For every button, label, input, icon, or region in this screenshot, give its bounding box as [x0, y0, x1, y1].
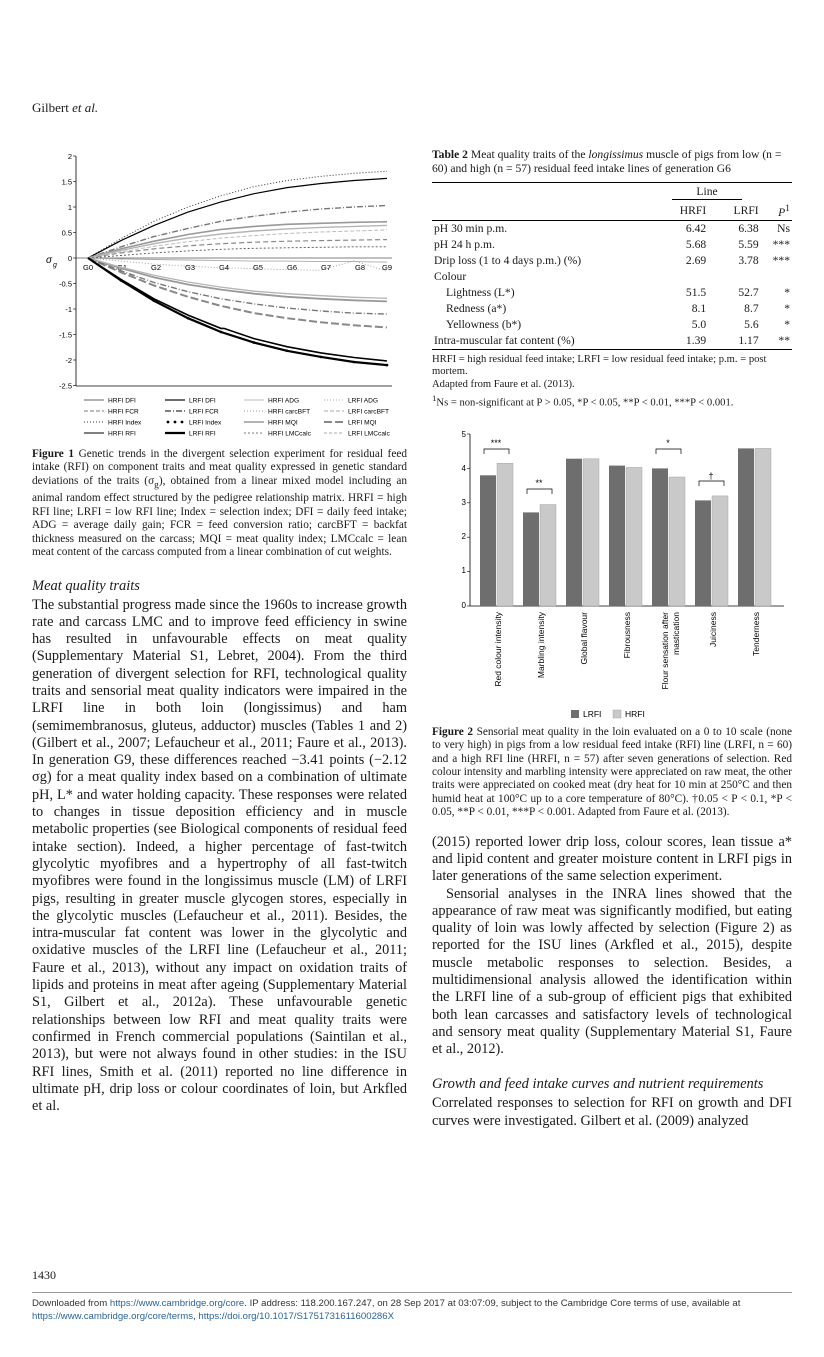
svg-text:G0: G0 [82, 263, 94, 272]
svg-text:LRFI LMCcalc: LRFI LMCcalc [348, 430, 390, 438]
table-2-group-header: Line [672, 185, 741, 200]
footer-line1-post: . IP address: 118.200.167.247, on 28 Sep 2017 at 03:07:09, subject to the Cambridge Core terms of use, available at [244, 1298, 741, 1309]
svg-text:G5: G5 [252, 263, 264, 272]
table-row [432, 317, 792, 333]
svg-text:HRFI LMCcalc: HRFI LMCcalc [268, 430, 311, 438]
svg-text:Fibrousness: Fibrousness [622, 611, 632, 659]
table-2-cell-hrfi: 6.42 [685, 222, 707, 236]
svg-text:G2: G2 [150, 263, 162, 272]
table-2-cell-p: * [784, 286, 790, 300]
figure-1-caption-sub: g [154, 480, 159, 491]
figure-1-label: Figure 1 [32, 448, 75, 460]
page-number: 1430 [32, 1268, 56, 1282]
footer-link-doi[interactable]: https://doi.org/10.1017/S1751731611600286X [198, 1310, 394, 1322]
running-head [32, 100, 98, 116]
table-2-caption-text2: muscle of pigs from low (n = 60) and high (n = 57) residual feed intake lines of generation G6 [432, 148, 782, 175]
table-2-note-3: $^1$Ns = non-significant at P > 0.05, *P < 0.05, **P < 0.01, ***P < 0.001. [432, 392, 734, 409]
svg-text:HRFI: HRFI [625, 708, 645, 719]
svg-text:-1: -1 [65, 305, 72, 314]
table-2-cell-hrfi: 5.68 [685, 238, 707, 252]
table-2-cell-p: ** [778, 334, 790, 348]
table-2-row-label: pH 30 min p.m. [434, 222, 508, 236]
svg-text:σ: σ [46, 255, 53, 266]
svg-text:1.5: 1.5 [61, 177, 72, 187]
table-2-col-p: $P^1$ [778, 202, 790, 219]
svg-text:LRFI DFI: LRFI DFI [189, 397, 216, 405]
table-2-cell-lrfi: 5.59 [738, 238, 759, 252]
table-2-cell-hrfi: 8.1 [691, 302, 707, 316]
table-2-row-label: Drip loss (1 to 4 days p.m.) (%) [434, 254, 582, 268]
table-2-row-label: Lightness (L*) [446, 286, 515, 300]
table-2-row-label: Redness (a*) [446, 302, 507, 316]
table-2-note-1: HRFI = high residual feed intake; LRFI = low residual feed intake; p.m. = post mortem. [432, 353, 767, 378]
svg-text:5: 5 [461, 429, 466, 439]
svg-text:-1.5: -1.5 [59, 330, 72, 340]
svg-text:g: g [53, 262, 57, 269]
table-2-row-label: pH 24 h p.m. [434, 238, 495, 252]
svg-text:Flour sensation after: Flour sensation after [660, 611, 670, 690]
table-2-col-0 [432, 201, 653, 220]
table-row [432, 333, 792, 350]
svg-text:G8: G8 [354, 263, 366, 272]
section-title-meat-quality: Meat quality traits [32, 577, 140, 594]
footer-link-terms[interactable]: https://www.cambridge.org/core/terms [32, 1310, 194, 1322]
svg-text:HRFI carcBFT: HRFI carcBFT [268, 408, 311, 416]
table-2-cell-lrfi: 5.6 [744, 318, 759, 332]
svg-text:*: * [666, 437, 670, 448]
table-2-label: Table 2 [432, 148, 468, 161]
table-2-caption-italic: longissimus [588, 148, 644, 161]
table-2 [432, 182, 792, 350]
figure-1 [32, 148, 407, 438]
table-2-cell-lrfi: 8.7 [744, 302, 759, 316]
svg-text:G3: G3 [184, 263, 196, 272]
table-2-cell-lrfi: 52.7 [738, 286, 759, 300]
svg-text:3: 3 [461, 497, 466, 507]
table-2-row-label: Colour [434, 270, 467, 284]
right-column-paragraph-3: Correlated responses to selection for RFI on growth and DFI curves were investigated. Gilbert et al. (2009) analyzed [432, 1095, 792, 1129]
table-row [432, 285, 792, 301]
right-column-paragraph-2: Sensorial analyses in the INRA lines showed that the appearance of raw meat was significantly modified, but eating quality of loin was lowly affected by selection (Figure 2) as reported for the ISU lines (Arkfled et al., 2015), despite muscle metabolic responses to selection. Besides, a multidimensional analysis allowed the identification within the LRFI line of a sub-group of efficient pigs that exhibited both lean carcasses and satisfactory levels of technological and sensory meat quality (Supplementary Material S1, Faure et al., 2012). [432, 885, 792, 1058]
svg-text:HRFI DFI: HRFI DFI [108, 397, 136, 405]
table-2-row-label: Yellowness (b*) [446, 318, 522, 332]
svg-text:Marbling intensity: Marbling intensity [536, 611, 546, 678]
svg-text:G1: G1 [116, 263, 128, 272]
table-2-blank-cell [432, 183, 653, 202]
svg-text:LRFI Index: LRFI Index [189, 419, 222, 427]
svg-text:HRFI FCR: HRFI FCR [108, 408, 139, 416]
footer-divider [32, 1292, 792, 1293]
svg-text:LRFI RFI: LRFI RFI [189, 430, 216, 438]
svg-text:***: *** [490, 437, 502, 448]
table-2-cell-p: * [784, 302, 790, 316]
figure-1-caption [32, 448, 407, 560]
svg-text:1: 1 [67, 203, 72, 212]
svg-text:LRFI FCR: LRFI FCR [189, 408, 219, 416]
table-2-cell-p: * [784, 318, 790, 332]
svg-text:LRFI: LRFI [583, 708, 602, 719]
svg-text:2: 2 [461, 531, 466, 541]
table-2-row-label: Intra-muscular fat content (%) [434, 334, 575, 348]
svg-text:HRFI Index: HRFI Index [108, 419, 142, 427]
figure-2-chart [432, 424, 792, 724]
table-row [432, 253, 792, 269]
table-row [432, 301, 792, 317]
figure-1-chart [32, 148, 407, 438]
table-2-cell-p: *** [772, 238, 790, 252]
svg-text:G7: G7 [320, 263, 332, 272]
svg-text:0.5: 0.5 [61, 228, 72, 238]
svg-text:Juiciness: Juiciness [708, 611, 718, 647]
running-head-etal: et al. [72, 100, 99, 115]
svg-text:LRFI carcBFT: LRFI carcBFT [348, 408, 390, 416]
svg-text:Global flavour: Global flavour [579, 611, 589, 665]
footer-sep: , [193, 1310, 199, 1322]
table-2-cell-hrfi: 1.39 [685, 334, 707, 348]
left-column [32, 148, 407, 1115]
table-2-cell-hrfi: 5.0 [691, 318, 707, 332]
table-2-col-lrfi: LRFI [733, 203, 759, 217]
svg-text:HRFI ADG: HRFI ADG [268, 397, 300, 405]
svg-text:†: † [708, 470, 714, 481]
table-row [432, 269, 792, 285]
figure-2-caption-text: Sensorial meat quality in the loin evaluated on a 0 to 10 scale (none to very high) in pigs from a low residual feed intake (RFI) line (LRFI, n = 60) and a high RFI line (HRFI, n = 57) after seven generations of selection. Red colour intensity and marbling intensity were appreciated on raw meat, the other traits were appreciated on cooked meat (dry heat for 10 min at 250°C and then humid heat at 100°C up to a core temperature of 80°C). †0.05 < P < 0.1, *P < 0.05, **P < 0.01, ***P < 0.001. Adapted from Faure et al. (2013). [432, 725, 792, 819]
table-2-cell-lrfi [708, 269, 760, 285]
svg-text:**: ** [535, 477, 543, 488]
figure-2 [432, 424, 792, 724]
svg-text:2: 2 [67, 152, 72, 161]
table-2-group-header-row [432, 183, 792, 202]
table-2-cell-p: *** [772, 254, 790, 268]
svg-text:LRFI MQI: LRFI MQI [348, 419, 377, 427]
table-2-col-hrfi: HRFI [679, 203, 707, 217]
figure-2-caption [432, 726, 792, 820]
footer [32, 1298, 802, 1323]
running-head-author: Gilbert [32, 100, 69, 115]
figure-2-label: Figure 2 [432, 725, 474, 738]
table-2-note-2: Adapted from Faure et al. (2013). [432, 379, 575, 391]
svg-text:4: 4 [461, 463, 466, 473]
table-2-cell-p: Ns [777, 222, 790, 236]
right-column [432, 148, 792, 1130]
table-2-cell-lrfi: 1.17 [738, 334, 759, 348]
table-row [432, 237, 792, 253]
svg-text:HRFI RFI: HRFI RFI [108, 430, 136, 438]
figure-1-caption-text2: ), obtained from a linear mixed model including an animal random effect structured by the pedigree relationship matrix. HRFI = high RFI line; LRFI = low RFI line; Index = selection index; DFI = daily feed intake; ADG = average daily gain; FCR = feed conversion ratio; carcBFT = backfat thickness measured on the carcass; MQI = meat quality index; LMCcalc = lean meat content of the carcass computed from a linear combination of cut weights. [32, 474, 408, 559]
table-2-header-row [432, 201, 792, 220]
footer-link-core[interactable]: https://www.cambridge.org/core [109, 1298, 245, 1309]
table-2-cell-hrfi: 2.69 [685, 254, 707, 268]
table-2-cell-hrfi [653, 269, 708, 285]
svg-text:G9: G9 [381, 263, 393, 272]
svg-text:0: 0 [461, 600, 466, 610]
svg-text:Tenderness: Tenderness [751, 611, 761, 656]
figure-1-caption-text: Genetic trends in the divergent selection experiment for residual feed intake (RFI) on component traits and meat quality expressed in genetic standard deviations of the traits (σ [32, 448, 407, 487]
footer-line1-pre: Downloaded from [32, 1298, 110, 1309]
table-row [432, 220, 792, 237]
table-2-blank-cell-2 [761, 183, 792, 202]
table-2-cell-lrfi: 6.38 [738, 222, 759, 236]
svg-text:-2.5: -2.5 [59, 381, 72, 391]
table-2-cell-hrfi: 51.5 [685, 286, 707, 300]
left-column-paragraph: The substantial progress made since the 1960s to increase growth rate and carcass LMC and to improve feed efficiency in swine has resulted in unfavourable effects on meat quality (Supplementary Material S1, Lebret, 2004). From the third generation of divergent selection for RFI, technological quality traits and sensorial meat quality indicators were impaired in the LRFI line in both loin (longissimus) and ham (semimembranosus, gluteus, adductor) muscles (Tables 1 and 2) (Gilbert et al., 2007; Lefaucheur et al., 2011; Faure et al., 2013). In generation G9, these differences reached −3.41 points (−2.12 σg) for a meat quality index based on a combination of ultimate pH, L* and water holding capacity. These responses were related to changes in tissue deposition efficiency and in muscle metabolic properties (see Biological components of residual feed intake section). Indeed, a higher percentage of fast-twitch glycolytic myofibres and a hypertrophy of all fast-twitch myofibres were found in the longissimus muscle (LM) of LRFI pigs, resulting in greater muscle glycogen stores, especially in the glycolytic muscles (Lefaucheur et al., 2011). Besides, the intra-muscular fat content was lower in the glycolytic and oxidative muscles of the LRFI line (Lefaucheur et al., 2011; Faure et al., 2013), without any impact on oxidation traits of lipids and proteins in meat after ageing (Supplementary Material S1, Gilbert et al., 2012a). These unfavourable genetic relationships between low RFI and meat quality traits were confirmed in French commercial populations (Saintilan et al., 2013), but were not always found in other studies: in the ISU RFI lines, Smith et al. (2011) reported no line difference in ultimate pH, drip loss or colour coordinates of loin, but Arkfled et al. [32, 596, 407, 1115]
section-title-growth: Growth and feed intake curves and nutrient requirements [432, 1076, 764, 1093]
svg-text:Red colour intensity: Red colour intensity [493, 611, 503, 687]
svg-text:1: 1 [461, 565, 466, 575]
svg-text:LRFI ADG: LRFI ADG [348, 397, 379, 405]
table-2-caption-text: Meat quality traits of the [467, 148, 589, 161]
right-column-paragraph-1: (2015) reported lower drip loss, colour scores, lean tissue a* and lipid content and greater moisture content in LRFI pigs in later generations of the same selection experiment. [432, 833, 792, 885]
svg-text:-2: -2 [65, 356, 72, 365]
svg-text:-0.5: -0.5 [59, 279, 72, 289]
svg-text:0: 0 [67, 254, 72, 263]
svg-text:mastication: mastication [671, 611, 681, 655]
table-2-cell-lrfi: 3.78 [738, 254, 759, 268]
table-2-cell-p [761, 269, 792, 285]
table-2-caption [432, 148, 792, 176]
svg-text:HRFI MQI: HRFI MQI [268, 419, 298, 427]
svg-text:G6: G6 [286, 263, 298, 272]
svg-text:G4: G4 [218, 263, 230, 272]
